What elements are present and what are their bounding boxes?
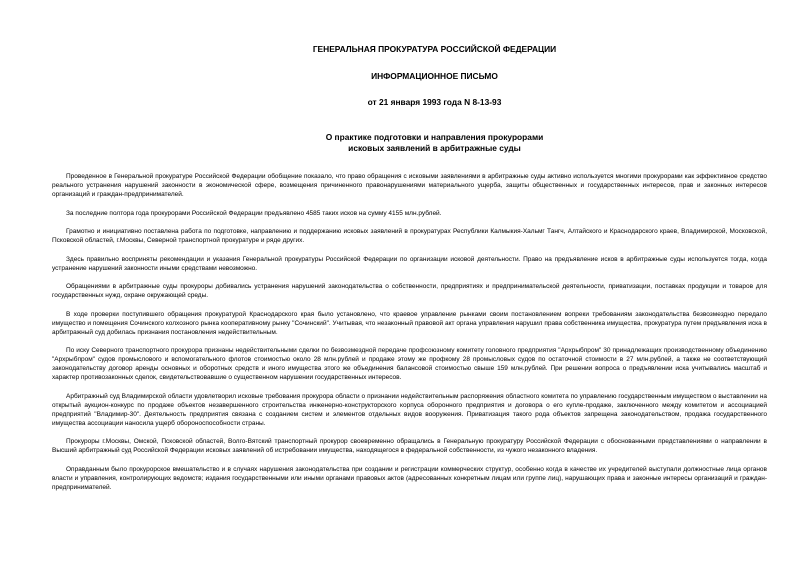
body-paragraph: По иску Северного транспортного прокурора признаны недействительными сделки по безвозмездной передаче профсоюзному комитету головного предприятия "Архрыбпром" 30 принадлежащих производственному объединению "Архрыбпром" судов промыслового и вспомогательного флотов стоимостью около 28 млн.рублей и продаже этому же профкому 28 промысловых судов по остаточной стоимости в 27 млн.рублей, а также не соответствующий законодательству договор аренды основных и оборотных средств и иного имущества этого же объединения балансовой стоимостью свыше 159 млн.рублей. При решении вопроса о предъявлении иска учитывались масштаб и характер противозаконных сделок, свидетельствовавшие о существенном нарушении государственных интересов. <box>52 347 767 381</box>
document-body <box>52 172 767 492</box>
issuing-organization: ГЕНЕРАЛЬНАЯ ПРОКУРАТУРА РОССИЙСКОЙ ФЕДЕРАЦИИ <box>312 44 557 54</box>
body-paragraph: Арбитражный суд Владимирской области удовлетворил исковые требования прокурора области о признании недействительным распоряжения областного комитета по управлению государственным имуществом о выставлении на открытый аукцион-конкурс по продаже объектов незавершенного строительства инженерно-конструкторского корпуса оборонного предприятия и договора о его купле-продаже, заключенного между комитетом и ассоциацией предприятий "Владимир-30". Деятельность предприятия связана с созданием систем и элементов отдельных видов вооружения. Приватизация такого рода объектов запрещена законодательством, продажа государственного имущества ассоциации наносила ущерб обороноспособности страны. <box>52 392 767 427</box>
body-paragraph: Здесь правильно восприняты рекомендации и указания Генеральной прокуратуры Российской Федерации по организации исковой деятельности. Право на предъявление исков в арбитражные суды используется тогда, когда устранение нарушений законности иными средствами невозможно. <box>52 255 767 272</box>
document-type: ИНФОРМАЦИОННОЕ ПИСЬМО <box>371 71 498 81</box>
body-paragraph: Прокуроры г.Москвы, Омской, Псковской областей, Волго-Вятский транспортный прокурор своевременно обращались в Генеральную прокуратуру Российской Федерации с обоснованными представлениями о направлении в Высший арбитражный суд Российской Федерации исковых заявлений об истребовании имущества, находящегося в федеральной собственности, из чужого незаконного владения. <box>52 438 767 454</box>
body-paragraph: Грамотно и инициативно поставлена работа по подготовке, направлению и поддержанию исковых заявлений в прокуратурах Республики Калмыкия-Хальмг Тангч, Алтайского и Краснодарского краев, Владимирской, Московской, Псковской областей, г.Москвы, Северной транспортной прокуратуре и ряде других. <box>52 228 767 244</box>
body-paragraph: За последние полтора года прокурорами Российской Федерации предъявлено 4585 таких исков на сумму 4155 млн.рублей. <box>66 209 442 217</box>
body-paragraph: Проведенное в Генеральной прокуратуре Российской Федерации обобщение показало, что право обращения с исковыми заявлениями в арбитражные суды активно используется многими прокурорами как эффективное средство реального устранения нарушений законности в экономической сфере, возмещения причиненного правонарушениями материального ущерба, защиты общественных и государственных интересов, прав и законных интересов организаций и граждан-предпринимателей. <box>52 173 767 198</box>
body-paragraph: Обращениями в арбитражные суды прокуроры добивались устранения нарушений законодательства о собственности, предприятиях и предпринимательской деятельности, приватизации, поставках продукции и товаров для государственных нужд, охране окружающей среды. <box>52 283 767 299</box>
document-title-line: О практике подготовки и направления прокурорами <box>325 132 544 142</box>
document-title <box>52 132 767 154</box>
document-date-number: от 21 января 1993 года N 8-13-93 <box>367 97 502 107</box>
body-paragraph: Оправданным было прокурорское вмешательство и в случаях нарушения законодательства при создании и регистрации коммерческих структур, особенно когда в качестве их учредителей выступали должностные лица органов власти и управления, контролирующих ведомств; издания государственными или иными органами правовых актов (адресованных конкретным лицам или группе лиц), нарушающих права и законные интересы организаций и граждан-предпринимателей. <box>52 465 767 491</box>
body-paragraph: В ходе проверки поступившего обращения прокуратурой Краснодарского края было установлено, что краевое управление рынками своим постановлением вопреки требованиям законодательства безвозмездно передало имущество и помещения Сочинского колхозного рынка кооперативному рынку "Сочинский". Учитывая, что незаконный правовой акт органа управления нарушил права собственника имущества, прокуратура путем предъявления иска в арбитражный суд добилась признания постановления недействительным. <box>52 310 767 336</box>
document-title-line: исковых заявлений в арбитражные суды <box>348 143 521 153</box>
